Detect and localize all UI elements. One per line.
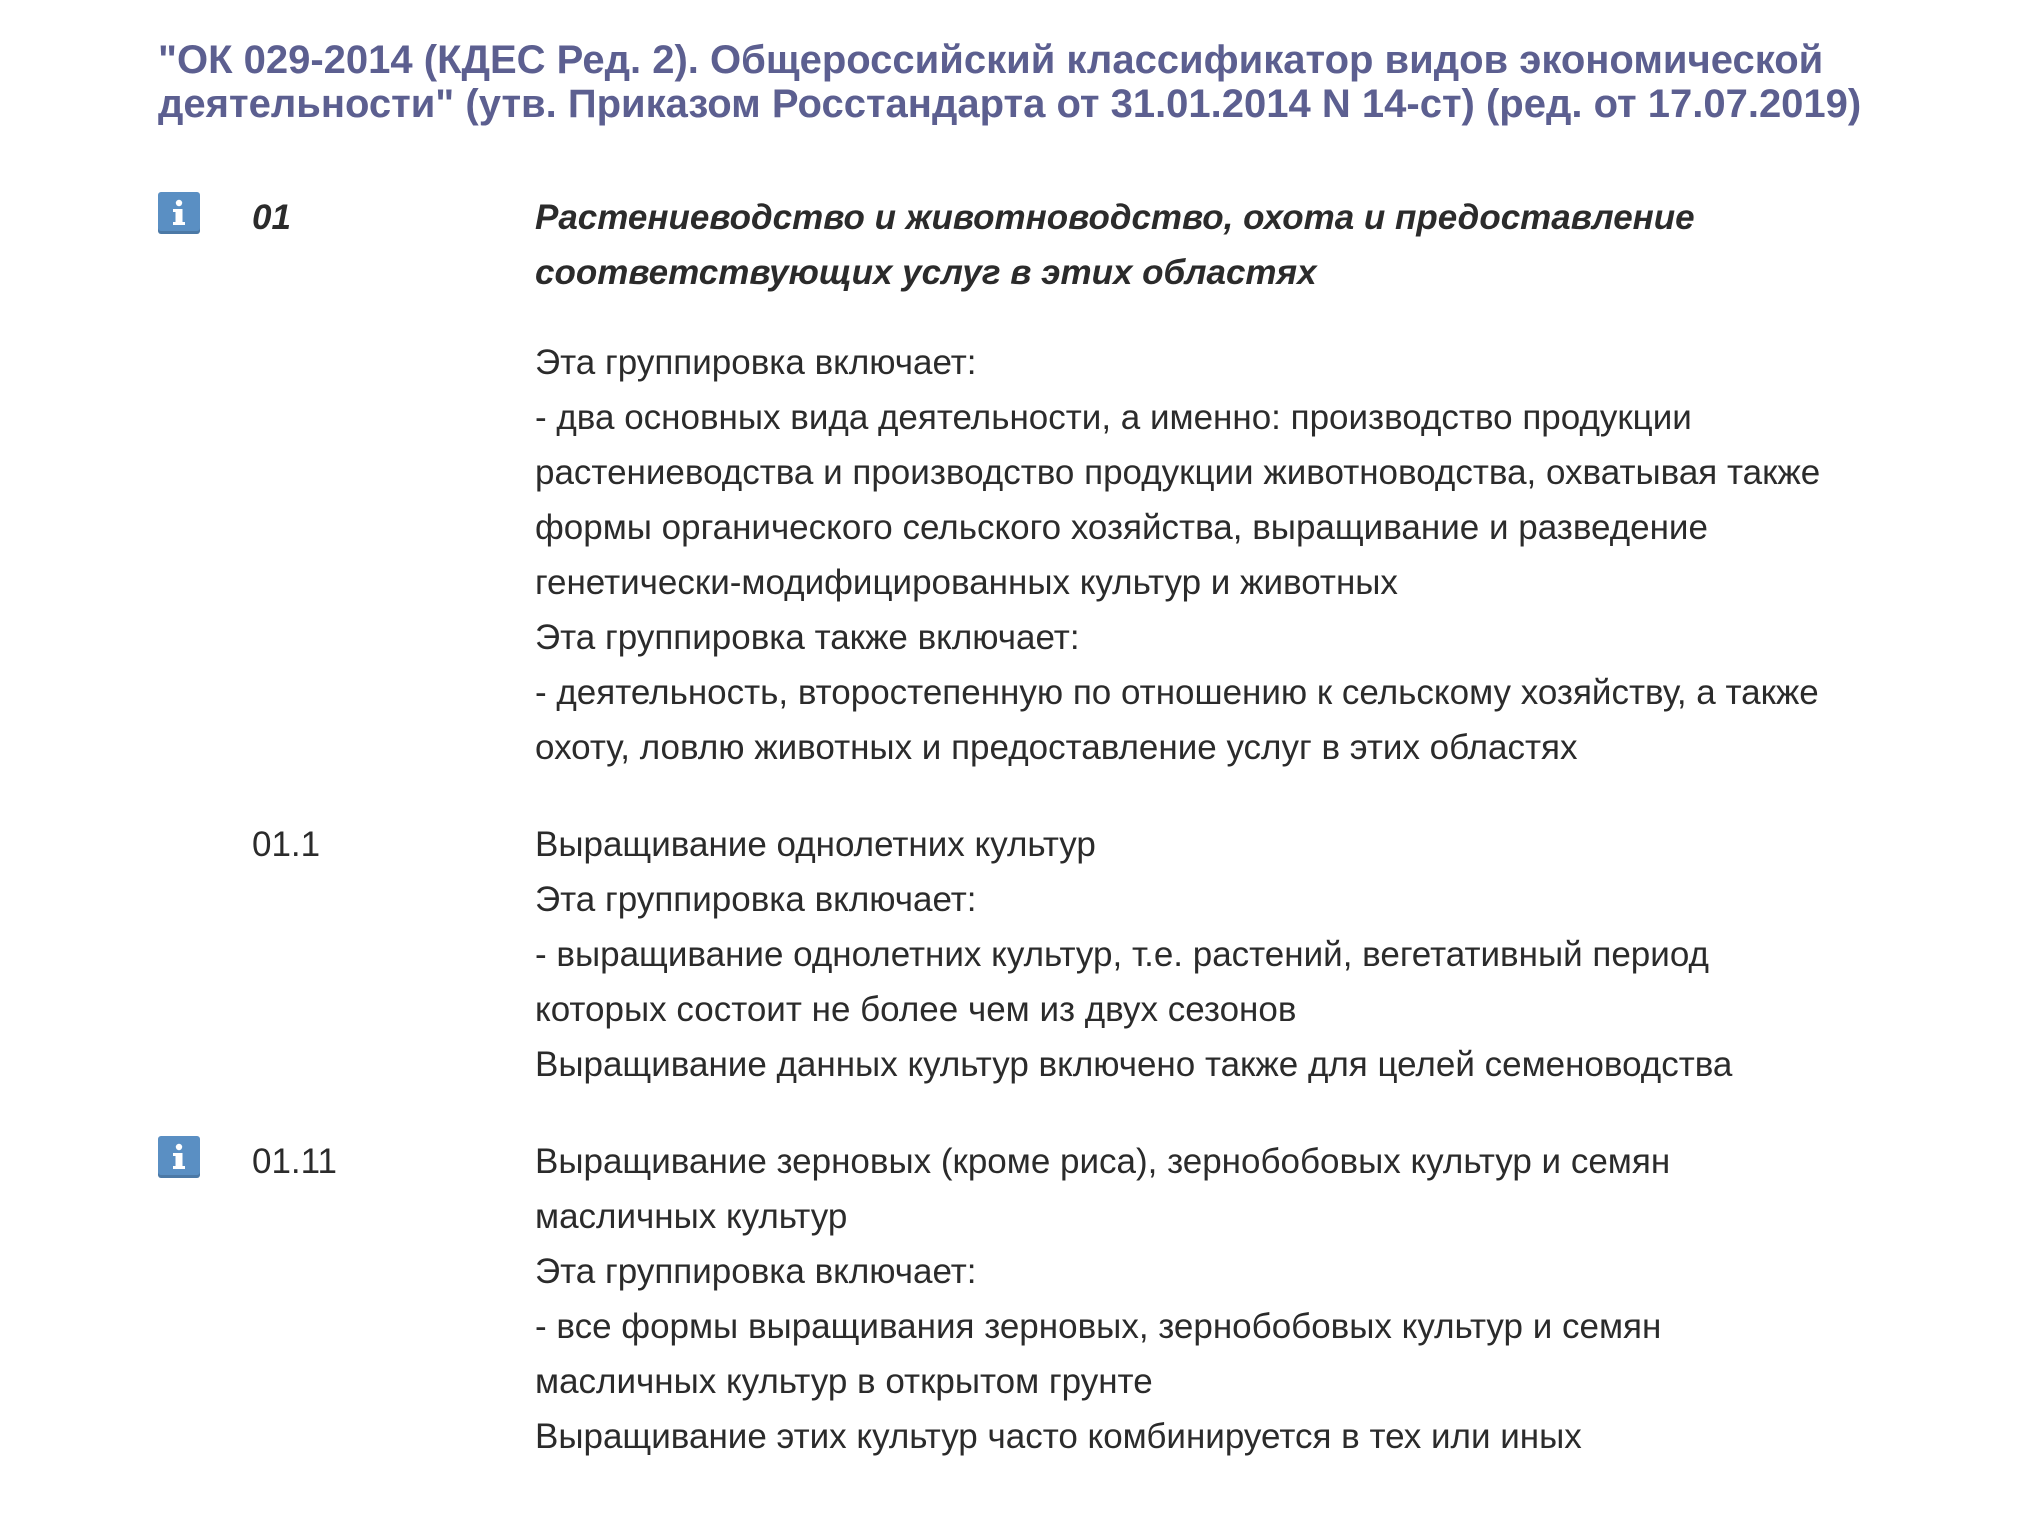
entry-body bbox=[535, 1134, 1835, 1464]
entry-code: 01 bbox=[252, 198, 291, 237]
classifier-entry-01-11 bbox=[0, 1134, 2028, 1464]
classifier-entry-01-1 bbox=[0, 817, 2028, 1092]
info-icon[interactable] bbox=[158, 1136, 200, 1178]
entry-description-line: - деятельность, второстепенную по отношению к сельскому хозяйству, а также охоту, ловлю животных и предоставление услуг в этих областях bbox=[535, 673, 1819, 767]
entry-title: Выращивание зерновых (кроме риса), зернобобовых культур и семян масличных культур bbox=[535, 1142, 1671, 1236]
entry-description-line: Выращивание этих культур часто комбинируется в тех или иных bbox=[535, 1417, 1582, 1456]
entry-description-line: Эта группировка включает: bbox=[535, 1252, 977, 1291]
entry-code: 01.11 bbox=[252, 1142, 337, 1181]
entry-description-line: Эта группировка также включает: bbox=[535, 618, 1080, 657]
page-title: "ОК 029-2014 (КДЕС Ред. 2). Общероссийский классификатор видов экономической деятельности" (утв. Приказом Росстандарта от 31.01.2014 N 14-ст) (ред. от 17.07.2019) bbox=[158, 38, 1862, 126]
entry-description-line: Эта группировка включает: bbox=[535, 343, 977, 382]
entry-description-line: - два основных вида деятельности, а именно: производство продукции растениеводства и производство продукции животноводства, охватывая также формы органического сельского хозяйства, выращивание и разведение генетически-модифицированных культур и животных bbox=[535, 398, 1821, 602]
entry-description-line: - выращивание однолетних культур, т.е. растений, вегетативный период которых состоит не более чем из двух сезонов bbox=[535, 935, 1709, 1029]
classifier-entry-01 bbox=[0, 190, 2028, 775]
entry-body bbox=[535, 817, 1835, 1092]
entry-code: 01.1 bbox=[252, 825, 321, 864]
entry-body bbox=[535, 190, 1835, 775]
entry-title: Выращивание однолетних культур bbox=[535, 825, 1096, 864]
classifier-entries bbox=[0, 190, 2028, 1506]
entry-description-line: Выращивание данных культур включено также для целей семеноводства bbox=[535, 1045, 1733, 1084]
entry-description-line: Эта группировка включает: bbox=[535, 880, 977, 919]
entry-description-line: - все формы выращивания зерновых, зернобобовых культур и семян масличных культур в открытом грунте bbox=[535, 1307, 1662, 1401]
entry-title: Растениеводство и животноводство, охота и предоставление соответствующих услуг в этих областях bbox=[535, 198, 1695, 292]
info-icon[interactable] bbox=[158, 192, 200, 234]
